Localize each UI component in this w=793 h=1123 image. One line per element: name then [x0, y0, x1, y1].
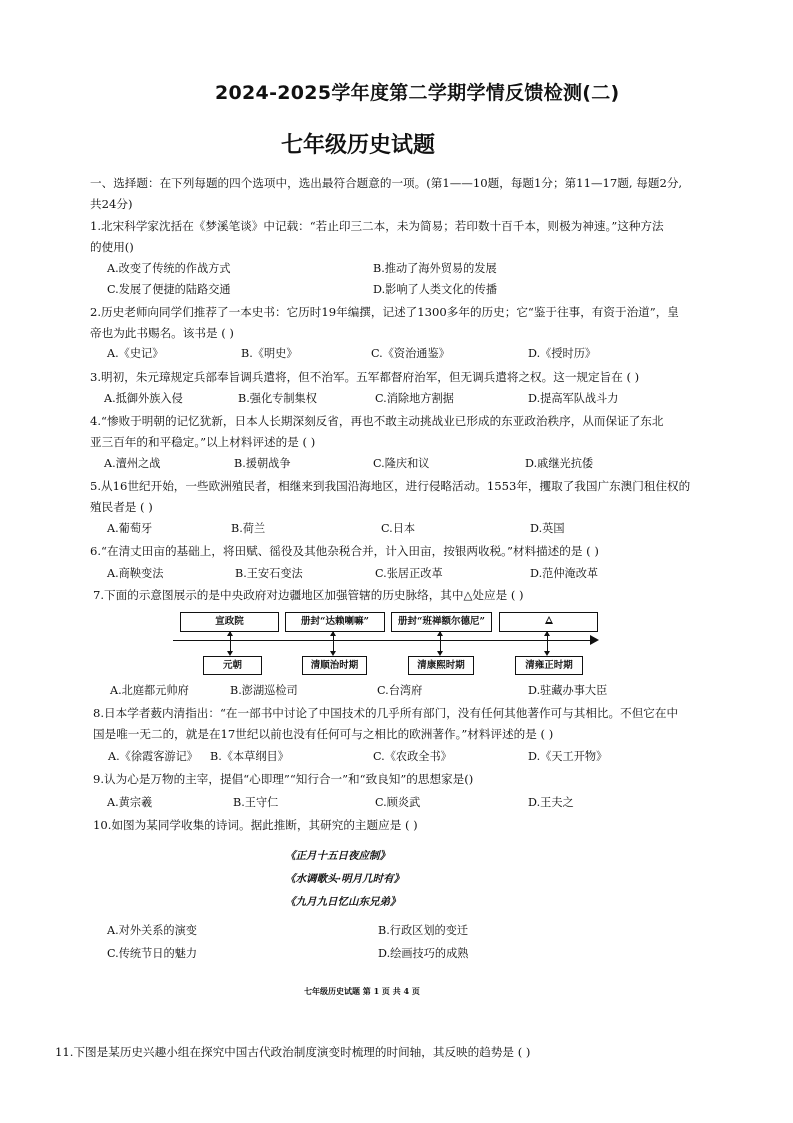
exam-subtitle: 七年级历史试题 — [281, 133, 436, 158]
q6-stem-line1: 6.“在清丈田亩的基础上，将田赋、徭役及其他杂税合并，计入田亩，按银两收税。”材料描述的是 ( ) — [90, 544, 599, 558]
q1-option-a[interactable]: A.改变了传统的作战方式 — [107, 262, 231, 275]
timeline-bottom-box-2 — [302, 656, 367, 675]
section-intro-line2: 共24分) — [90, 197, 133, 211]
q8-stem-line2: 国是唯一无二的，就是在17世纪以前也没有任何可与之相比的欧洲著作。”材料评述的是 ( ) — [93, 727, 554, 741]
q2-stem-line1: 2.历史老师向同学们推荐了一本史书：它历时19年编撰，记述了1300多年的历史；它“鉴于往事，有资于治道”，皇 — [90, 305, 679, 319]
q5-stem-line1: 5.从16世纪开始，一些欧洲殖民者，相继来到我国沿海地区，进行侵略活动。1553年，攫取了我国广东澳门租住权的 — [90, 479, 691, 493]
exam-title: 2024-2025学年度第二学期学情反馈检测(二) — [215, 82, 620, 104]
timeline-top-label-3: 册封“班禅额尔德尼” — [398, 616, 485, 627]
q9-option-d[interactable]: D.王夫之 — [528, 796, 574, 809]
q3-option-d[interactable]: D.提高军队战斗力 — [528, 392, 619, 405]
q8-option-a[interactable]: A.《徐霞客游记》 — [108, 750, 198, 763]
q4-stem-line1: 4.“惨败于明朝的记忆犹新，日本人长期深刻反省，再也不敢主动挑战业已形成的东亚政治秩序，从而保证了东北 — [90, 414, 664, 428]
timeline-bottom-box-1 — [203, 656, 262, 675]
timeline-top-box-2 — [285, 612, 385, 632]
q7-stem-line1: 7.下面的示意图展示的是中央政府对边疆地区加强管辖的历史脉络，其中△处应是 ( ) — [93, 588, 524, 602]
q5-option-b[interactable]: B.荷兰 — [231, 522, 266, 535]
timeline-arrow-icon — [590, 635, 599, 645]
timeline-top-label-1: 宣政院 — [215, 616, 244, 627]
timeline-axis — [173, 640, 591, 641]
q9-stem-line1: 9.认为心是万物的主宰，提倡“心即理”“知行合一”和“致良知”的思想家是() — [93, 772, 474, 786]
q3-option-a[interactable]: A.抵御外族入侵 — [104, 392, 183, 405]
q6-option-b[interactable]: B.王安石变法 — [235, 567, 303, 580]
q11-stem-line1: 11.下图是某历史兴趣小组在探究中国古代政治制度演变时梳理的时间轴，其反映的趋势是 ( ) — [55, 1045, 531, 1059]
page-footer: 七年级历史试题 第 1 页 共 4 页 — [304, 986, 420, 996]
q1-stem-line1: 1.北宋科学家沈括在《梦溪笔谈》中记载：“若止印三二本，未为简易；若印数十百千本，则极为神速。”这种方法 — [90, 219, 664, 233]
arrow-up-icon — [437, 631, 443, 636]
q7-option-b[interactable]: B.澎湖巡检司 — [230, 684, 298, 697]
q8-option-c[interactable]: C.《农政全书》 — [373, 750, 452, 763]
q3-option-c[interactable]: C.消除地方割据 — [375, 392, 454, 405]
timeline-bottom-label-3: 清康熙时期 — [417, 660, 465, 671]
q10-poem-3: 《九月九日忆山东兄弟》 — [285, 896, 401, 908]
q4-option-d[interactable]: D.戚继光抗倭 — [525, 457, 594, 470]
q6-option-c[interactable]: C.张居正改革 — [375, 567, 443, 580]
q10-poem-1: 《正月十五日夜应制》 — [285, 850, 390, 862]
q9-option-c[interactable]: C.顾炎武 — [375, 796, 421, 809]
q9-option-b[interactable]: B.王守仁 — [233, 796, 279, 809]
q2-stem-line2: 帝也为此书赐名。该书是 ( ) — [90, 326, 234, 340]
q1-stem-line2: 的使用() — [90, 240, 134, 254]
q3-option-b[interactable]: B.强化专制集权 — [238, 392, 317, 405]
q5-option-c[interactable]: C.日本 — [381, 522, 416, 535]
timeline-top-label-2: 册封“达赖喇嘛” — [301, 616, 369, 627]
q8-option-b[interactable]: B.《本草纲目》 — [210, 750, 289, 763]
q2-option-d[interactable]: D.《授时历》 — [528, 347, 597, 360]
q10-option-d[interactable]: D.绘画技巧的成熟 — [378, 947, 469, 960]
q1-option-d[interactable]: D.影响了人类文化的传播 — [373, 283, 498, 296]
q5-stem-line2: 殖民者是 ( ) — [90, 500, 153, 514]
q4-option-a[interactable]: A.澶州之战 — [104, 457, 161, 470]
q5-option-a[interactable]: A.葡萄牙 — [107, 522, 153, 535]
timeline-top-box-1 — [180, 612, 279, 632]
q1-option-b[interactable]: B.推动了海外贸易的发展 — [373, 262, 497, 275]
q4-stem-line2: 亚三百年的和平稳定。”以上材料评述的是 ( ) — [90, 435, 316, 449]
section-intro-line1: 一、选择题：在下列每题的四个选项中，选出最符合题意的一项。(第1——10题，每题1分；第11—17题, 每题2分, — [90, 176, 683, 190]
timeline-top-box-3 — [391, 612, 492, 632]
q10-option-a[interactable]: A.对外关系的演变 — [107, 924, 197, 937]
q8-option-d[interactable]: D.《天工开物》 — [528, 750, 608, 763]
q7-option-c[interactable]: C.台湾府 — [377, 684, 423, 697]
arrow-up-icon — [227, 631, 233, 636]
q3-stem-line1: 3.明初，朱元璋规定兵部奉旨调兵遣将，但不治军。五军都督府治军，但无调兵遣将之权。这一规定旨在 ( ) — [90, 370, 640, 384]
q10-option-c[interactable]: C.传统节日的魅力 — [107, 947, 198, 960]
q2-option-a[interactable]: A.《史记》 — [107, 347, 164, 360]
timeline-bottom-label-1: 元朝 — [222, 660, 242, 671]
triangle-blank-icon — [545, 616, 553, 624]
q10-poem-2: 《水调歌头·明月几时有》 — [285, 873, 405, 885]
q2-option-b[interactable]: B.《明史》 — [241, 347, 298, 360]
timeline-top-box-4 — [499, 612, 598, 632]
q4-option-b[interactable]: B.援朝战争 — [234, 457, 291, 470]
q10-option-b[interactable]: B.行政区划的变迁 — [378, 924, 469, 937]
q10-stem-line1: 10.如图为某同学收集的诗词。据此推断，其研究的主题应是 ( ) — [93, 818, 418, 832]
timeline-bottom-box-4 — [515, 656, 583, 675]
q2-option-c[interactable]: C.《资治通鉴》 — [371, 347, 450, 360]
q4-option-c[interactable]: C.隆庆和议 — [373, 457, 430, 470]
q8-stem-line1: 8.日本学者薮内清指出：“在一部书中讨论了中国技术的几乎所有部门，没有任何其他著作可与其相比。不但它在中 — [93, 706, 679, 720]
q5-option-d[interactable]: D.英国 — [530, 522, 565, 535]
q1-option-c[interactable]: C.发展了便捷的陆路交通 — [107, 283, 231, 296]
q7-option-d[interactable]: D.驻藏办事大臣 — [528, 684, 608, 697]
timeline-bottom-label-2: 清顺治时期 — [310, 660, 359, 671]
timeline-bottom-box-3 — [408, 656, 474, 675]
arrow-up-icon — [330, 631, 336, 636]
q6-option-d[interactable]: D.范仲淹改革 — [530, 567, 599, 580]
timeline-bottom-label-4: 清雍正时期 — [525, 660, 573, 671]
q7-option-a[interactable]: A.北庭都元帅府 — [110, 684, 189, 697]
arrow-up-icon — [544, 631, 550, 636]
q6-option-a[interactable]: A.商鞅变法 — [107, 567, 164, 580]
q9-option-a[interactable]: A.黄宗羲 — [107, 796, 153, 809]
